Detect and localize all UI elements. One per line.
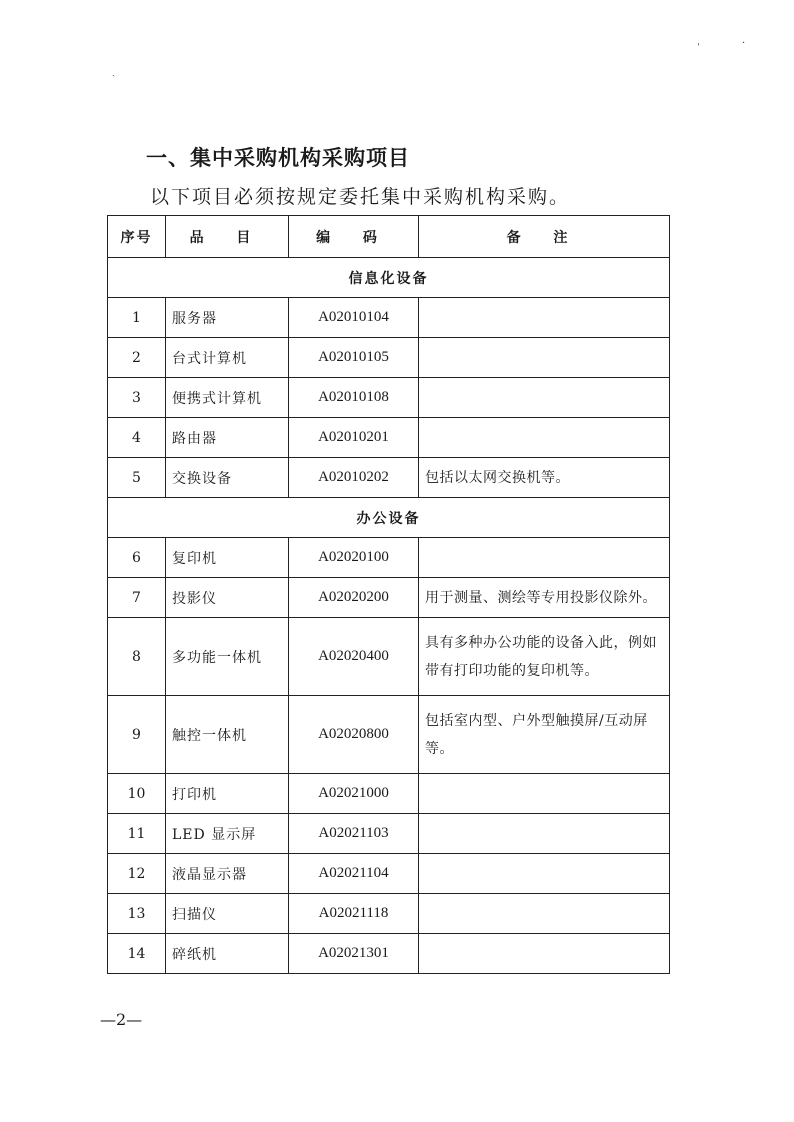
item-code: A02021118 [289,894,419,934]
scan-speck: ˌ [697,36,700,47]
row-number: 13 [108,894,166,934]
item-note: 包括以太网交换机等。 [419,458,670,498]
header-item: 品 目 [166,216,289,258]
row-number: 1 [108,298,166,338]
table-row [108,774,670,814]
table-row [108,854,670,894]
item-code: A02010105 [289,338,419,378]
item-code: A02021104 [289,854,419,894]
item-note: 具有多种办公功能的设备入此，例如带有打印功能的复印机等。 [419,618,670,696]
header-note: 备 注 [419,216,670,258]
row-number: 3 [108,378,166,418]
item-name: 服务器 [166,298,289,338]
row-number: 12 [108,854,166,894]
table-row [108,538,670,578]
item-note [419,814,670,854]
item-code: A02020800 [289,696,419,774]
row-number: 4 [108,418,166,458]
item-name: 多功能一体机 [166,618,289,696]
item-note [419,338,670,378]
category-label: 办公设备 [108,498,670,538]
scan-speck: ˏ [112,66,116,77]
item-note [419,538,670,578]
table-row [108,378,670,418]
page-number: —2— [100,1010,143,1029]
row-number: 14 [108,934,166,974]
row-number: 8 [108,618,166,696]
table-row [108,696,670,774]
category-label: 信息化设备 [108,258,670,298]
item-code: A02010108 [289,378,419,418]
item-name: 打印机 [166,774,289,814]
item-name: 扫描仪 [166,894,289,934]
table-row [108,578,670,618]
item-note [419,894,670,934]
item-name: 复印机 [166,538,289,578]
procurement-table [107,215,670,974]
row-number: 9 [108,696,166,774]
item-code: A02020200 [289,578,419,618]
table-row [108,418,670,458]
row-number: 5 [108,458,166,498]
item-note: 包括室内型、户外型触摸屏/互动屏等。 [419,696,670,774]
table-row [108,894,670,934]
category-row [108,258,670,298]
header-no: 序号 [108,216,166,258]
row-number: 2 [108,338,166,378]
row-number: 11 [108,814,166,854]
header-code: 编 码 [289,216,419,258]
row-number: 6 [108,538,166,578]
item-note [419,934,670,974]
intro-text: 以下项目必须按规定委托集中采购机构采购。 [150,186,571,208]
table-row [108,458,670,498]
section-heading: 一、集中采购机构采购项目 [146,146,410,170]
item-code: A02021103 [289,814,419,854]
item-note [419,298,670,338]
item-code: A02010201 [289,418,419,458]
item-name: LED 显示屏 [166,814,289,854]
item-name: 便携式计算机 [166,378,289,418]
item-code: A02020100 [289,538,419,578]
category-row [108,498,670,538]
item-name: 路由器 [166,418,289,458]
item-code: A02020400 [289,618,419,696]
item-code: A02010104 [289,298,419,338]
row-number: 7 [108,578,166,618]
item-note [419,418,670,458]
item-name: 液晶显示器 [166,854,289,894]
item-name: 触控一体机 [166,696,289,774]
table-row [108,934,670,974]
item-note [419,854,670,894]
table-header-row [108,216,670,258]
item-note [419,378,670,418]
item-name: 碎纸机 [166,934,289,974]
item-name: 台式计算机 [166,338,289,378]
item-note: 用于测量、测绘等专用投影仪除外。 [419,578,670,618]
item-note [419,774,670,814]
table-row [108,338,670,378]
item-name: 交换设备 [166,458,289,498]
table-body [108,258,670,974]
table-row [108,298,670,338]
item-code: A02010202 [289,458,419,498]
item-code: A02021000 [289,774,419,814]
item-name: 投影仪 [166,578,289,618]
table-row [108,814,670,854]
row-number: 10 [108,774,166,814]
table-row [108,618,670,696]
scan-speck: · [742,38,746,49]
item-code: A02021301 [289,934,419,974]
